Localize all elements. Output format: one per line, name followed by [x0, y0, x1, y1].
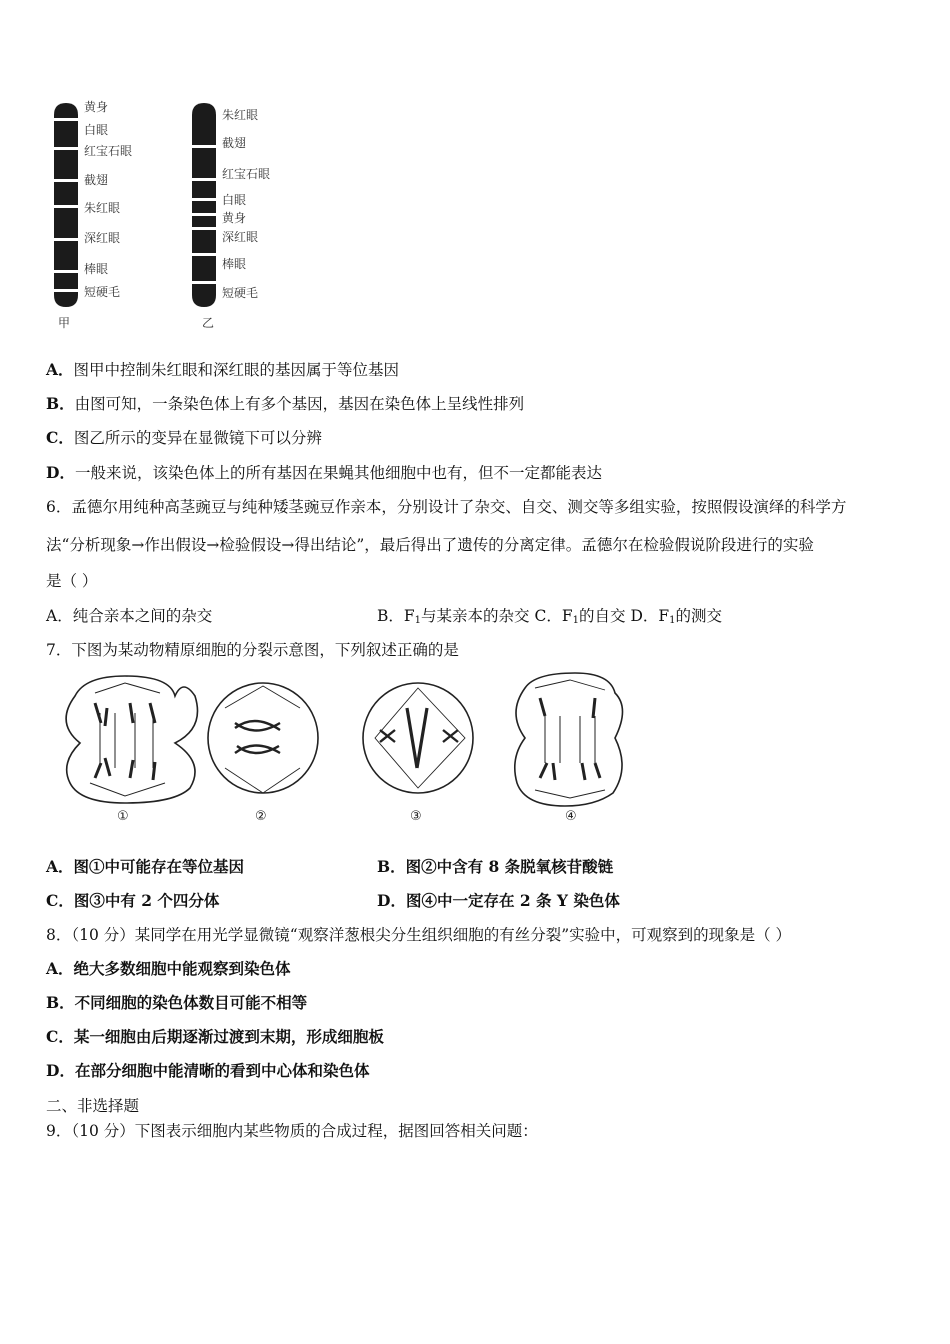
jia-label-6: 深红眼 [84, 231, 121, 245]
yi-label-8: 短硬毛 [222, 286, 259, 300]
jia-label-2: 白眼 [84, 123, 109, 137]
q7-stem [46, 640, 459, 660]
jia-label-4: 截翅 [84, 173, 109, 187]
yi-caption: 乙 [202, 316, 215, 330]
q6-option-d-sub: 1 [669, 615, 676, 626]
q7-option-a: A．图①中可能存在等位基因 [46, 857, 245, 876]
q6-line3: 是（ ） [46, 572, 98, 590]
q5-option-d [46, 463, 602, 483]
yi-label-7: 棒眼 [222, 257, 247, 271]
q7-stem-text: 下图为某动物精原细胞的分裂示意图，下列叙述正确的是 [71, 641, 459, 659]
q8-option-c: C．某一细胞由后期逐渐过渡到末期，形成细胞板 [46, 1027, 384, 1046]
yi-label-5: 黄身 [222, 211, 247, 225]
q5-option-a-text: 图甲中控制朱红眼和深红眼的基因属于等位基因 [73, 361, 400, 379]
q5-option-b-text: 由图可知，一条染色体上有多个基因，基因在染色体上呈线性排列 [74, 395, 525, 413]
cell-division-figure [55, 668, 635, 828]
q5-option-b [46, 394, 524, 414]
q6-stem-line1 [46, 497, 846, 517]
q6-option-a: A．纯合亲本之间的杂交 [46, 607, 213, 625]
cell-1-label: ① [117, 809, 129, 824]
q8-stem-text: （10 分）某同学在用光学显微镜“观察洋葱根尖分生组织细胞的有丝分裂”实验中，可观察到的现象是（ ） [71, 926, 792, 944]
q5-option-a [46, 360, 399, 380]
jia-label-8: 短硬毛 [84, 285, 121, 299]
q6-option-b-sub: 1 [414, 615, 422, 626]
q5-option-c-text: 图乙所示的变异在显微镜下可以分辨 [73, 429, 322, 447]
q5-option-c [46, 428, 322, 448]
yi-label-3: 红宝石眼 [222, 167, 271, 181]
yi-label-2: 截翅 [222, 136, 247, 150]
jia-label-1: 黄身 [84, 100, 109, 114]
q9-stem-text: （10 分）下图表示细胞内某些物质的合成过程，据图回答相关问题： [71, 1122, 538, 1140]
q5-option-d-text: 一般来说，该染色体上的所有基因在果蝇其他细胞中也有，但不一定都能表达 [74, 464, 602, 482]
jia-label-3: 红宝石眼 [84, 144, 133, 158]
cell-2-label: ② [255, 809, 267, 824]
q7-option-d: D．图④中一定存在 2 条 Y 染色体 [377, 891, 620, 910]
yi-label-1: 朱红眼 [222, 108, 259, 122]
q5-option-c-letter: C． [46, 428, 74, 447]
chromosome-jia [52, 103, 80, 307]
cell-2-outline [208, 683, 318, 793]
q6-option-b-post: 与某亲本的杂交 [421, 607, 530, 625]
q5-option-b-letter: B． [46, 394, 75, 413]
q6-number: 6． [46, 498, 72, 516]
cell-4-outline [515, 673, 623, 806]
q8-option-b: B．不同细胞的染色体数目可能不相等 [46, 993, 308, 1012]
q6-option-c-pre: C．F [534, 607, 573, 625]
jia-label-5: 朱红眼 [84, 201, 121, 215]
yi-label-6: 深红眼 [222, 230, 259, 244]
q6-line2: 法“分析现象→作出假设→检验假设→得出结论”，最后得出了遗传的分离定律。孟德尔在检验假说阶段进行的实验 [46, 536, 814, 554]
yi-label-4: 白眼 [222, 193, 247, 207]
cell-1-outline [66, 676, 197, 803]
jia-caption: 甲 [58, 316, 71, 330]
q6-option-d-post: 的测交 [675, 607, 723, 625]
cell-3-outline [363, 683, 473, 793]
q8-option-a: A．绝大多数细胞中能观察到染色体 [46, 959, 291, 978]
q6-line1: 孟德尔用纯种高茎豌豆与纯种矮茎豌豆作亲本，分别设计了杂交、自交、测交等多组实验，按照假设演绎的科学方 [71, 498, 847, 516]
q8-number: 8． [46, 926, 72, 944]
cell-3-label: ③ [410, 809, 422, 824]
q5-option-d-letter: D． [46, 463, 75, 482]
q7-option-b: B．图②中含有 8 条脱氧核苷酸链 [377, 857, 614, 876]
chromosome-yi [190, 103, 218, 307]
q6-options-bcd [377, 606, 722, 631]
q6-option-c-post: 的自交 [578, 607, 626, 625]
cell-4-label: ④ [565, 809, 577, 824]
q6-option-d-pre: D．F [630, 607, 670, 625]
q6-option-b-pre: B．F [377, 607, 415, 625]
q7-number: 7． [46, 641, 72, 659]
q6-option-c-sub: 1 [572, 615, 579, 626]
q8-stem [46, 925, 791, 945]
jia-label-7: 棒眼 [84, 262, 109, 276]
q7-option-c: C．图③中有 2 个四分体 [46, 891, 220, 910]
section-2-title: 二、非选择题 [46, 1097, 140, 1115]
q9-number: 9． [46, 1122, 72, 1140]
chromosome-figure [40, 95, 300, 340]
q9-stem [46, 1121, 538, 1141]
q5-option-a-letter: A． [46, 360, 74, 379]
q8-option-d: D．在部分细胞中能清晰的看到中心体和染色体 [46, 1061, 370, 1080]
